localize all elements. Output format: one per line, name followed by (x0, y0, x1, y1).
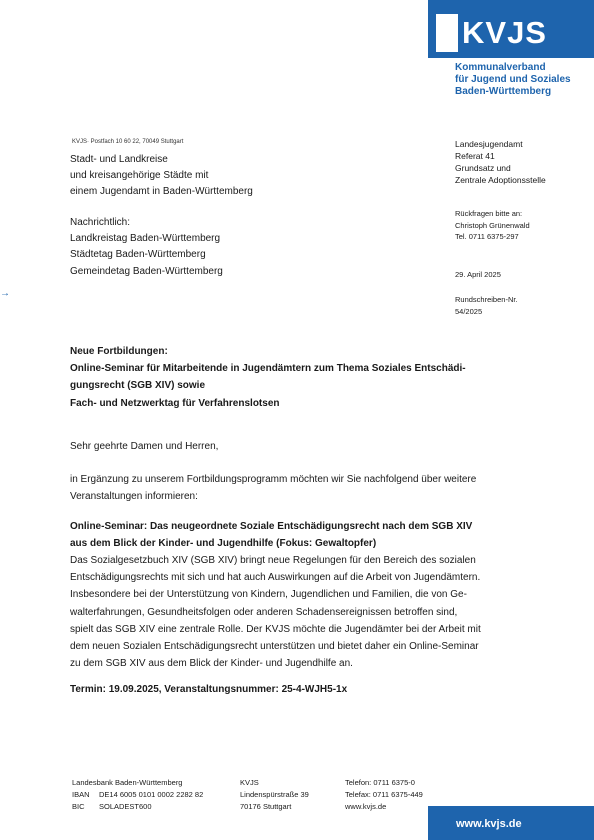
intro-paragraph (70, 471, 476, 505)
logo-name: KVJS (462, 15, 547, 50)
paragraph-line: Veranstaltungen informieren: (70, 491, 198, 503)
circular-label: Rundschreiben-Nr. (455, 295, 518, 304)
logo-subtitle (455, 62, 571, 98)
contact-line: Christoph Grünenwald (455, 220, 530, 230)
recipient-address (70, 152, 253, 201)
footer-phone-info (345, 777, 423, 813)
footer-address (240, 777, 309, 813)
logo-mark-icon (436, 14, 458, 52)
department-line: Landesjugendamt (455, 139, 523, 149)
paragraph-line: spielt das SGB XIV eine zentrale Rolle. Der KVJS möchte die Jugendämter bei der Arbeit mit (70, 623, 481, 635)
salutation: Sehr geehrte Damen und Herren, (70, 441, 219, 452)
letter-date: 29. April 2025 (455, 270, 501, 279)
recipient-line: einem Jugendamt in Baden-Württemberg (70, 186, 253, 198)
footer-bank-details (72, 777, 203, 813)
subject-line: Online-Seminar für Mitarbeitende in Jugendämtern zum Thema Soziales Entschädi- (70, 363, 466, 375)
subject-line: Fach- und Netzwerktag für Verfahrenslotsen (70, 397, 280, 409)
logo-subtitle-line: Baden-Württemberg (455, 86, 552, 97)
department-line: Zentrale Adoptionsstelle (455, 175, 546, 185)
bic-row (72, 801, 203, 813)
cc-label: Nachrichtlich: (70, 217, 131, 228)
bic-value: SOLADEST600 (99, 802, 152, 811)
logo-subtitle-line: für Jugend und Soziales (455, 74, 571, 85)
footer-web-link[interactable]: www.kvjs.de (345, 802, 387, 811)
subject-line: gungsrecht (SGB XIV) sowie (70, 380, 206, 392)
heading-line: Online-Seminar: Das neugeordnete Soziale Entschädigungsrecht nach dem SGB XIV (70, 521, 473, 532)
footer-phone: Telefon: 0711 6375-0 (345, 778, 415, 787)
event-date-line: Termin: 19.09.2025, Veranstaltungsnummer: 25-4-WJH5-1x (70, 684, 348, 695)
iban-value: DE14 6005 0101 0002 2282 82 (99, 790, 204, 799)
contact-info (455, 208, 530, 243)
paragraph-line: Das Sozialgesetzbuch XIV (SGB XIV) bringt neue Regelungen für den Bereich des sozialen (70, 555, 476, 566)
heading-line: aus dem Blick der Kinder- und Jugendhilfe (Fokus: Gewaltopfer) (70, 538, 377, 550)
paragraph-line: zu dem SGB XIV aus dem Blick der Kinder- und Jugendhilfe an. (70, 658, 353, 670)
cc-line: Städtetag Baden-Württemberg (70, 249, 206, 261)
paragraph-line: Insbesondere bei der Unterstützung von Kindern, Jugendlichen und Familien, die von Ge- (70, 589, 467, 601)
footer-org: KVJS (240, 778, 259, 787)
bic-label: BIC (72, 802, 85, 811)
iban-label: IBAN (72, 790, 90, 799)
web-badge-link[interactable]: www.kvjs.de (456, 818, 522, 830)
circular-value: 54/2025 (455, 306, 483, 316)
circular-number (455, 294, 518, 317)
cc-line: Landkreistag Baden-Württemberg (70, 233, 221, 245)
paragraph-line: in Ergänzung zu unserem Fortbildungsprogramm möchten wir Sie nachfolgend über weitere (70, 474, 477, 485)
paragraph-line: Entschädigungsrechts mit sich und hat auch Auswirkungen auf die Arbeit von Jugendämtern. (70, 572, 481, 584)
cc-line: Gemeindetag Baden-Württemberg (70, 265, 223, 277)
subject-line: Neue Fortbildungen: (70, 346, 168, 357)
recipient-line: und kreisangehörige Städte mit (70, 170, 209, 182)
contact-line: Tel. 0711 6375-297 (455, 232, 519, 241)
recipient-line: Stadt- und Landkreise (70, 154, 168, 165)
department-line: Grundsatz und (455, 163, 511, 173)
footer-city: 70176 Stuttgart (240, 802, 292, 811)
contact-line: Rückfragen bitte an: (455, 209, 523, 218)
sender-line: KVJS· Postfach 10 60 22, 70049 Stuttgart (72, 139, 184, 145)
department-line: Referat 41 (455, 151, 495, 161)
paragraph-line: walterfahrungen, Gesundheitsfolgen oder anderen Schadensereignissen betroffen sind, (70, 606, 458, 618)
iban-row (72, 789, 203, 801)
letter-subject (70, 343, 466, 412)
cc-list (70, 215, 223, 280)
logo-subtitle-line: Kommunalverband (455, 62, 546, 73)
seminar-description (70, 552, 481, 672)
department-info (455, 138, 546, 186)
fold-mark-arrow-icon: → (0, 288, 10, 299)
bank-name: Landesbank Baden-Württemberg (72, 778, 183, 787)
seminar-heading (70, 518, 472, 552)
paragraph-line: dem neuen Sozialen Entschädigungsrecht unterstützen und bietet daher ein Online-Seminar (70, 641, 479, 653)
footer-fax: Telefax: 0711 6375-449 (345, 790, 423, 799)
footer-street: Lindenspürstraße 39 (240, 790, 309, 799)
